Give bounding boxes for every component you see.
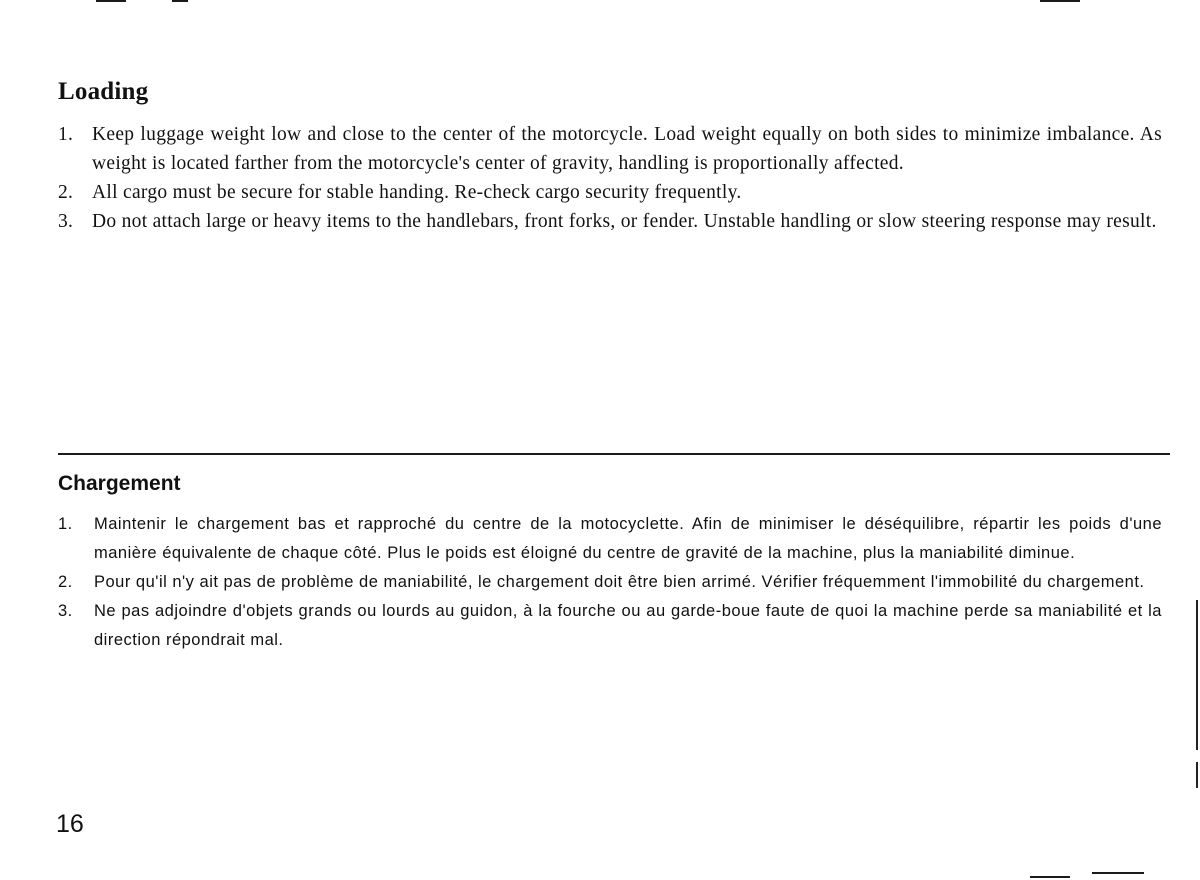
section-divider	[58, 453, 1170, 455]
item-text: All cargo must be secure for stable handing. Re-check cargo security frequently.	[92, 182, 742, 203]
page-number: 16	[56, 810, 84, 838]
french-section	[58, 472, 1162, 655]
item-number: 2.	[58, 573, 73, 591]
section-heading-english: Loading	[58, 78, 149, 105]
item-text: Do not attach large or heavy items to the handlebars, front forks, or fender. Unstable handling or slow steering response may result.	[92, 211, 1157, 232]
scan-edge-mark	[172, 0, 188, 2]
item-text: Ne pas adjoindre d'objets grands ou lourds au guidon, à la fourche ou au garde-boue faute de quoi la machine perde sa maniabilité et la direction répondrait mal.	[94, 602, 1162, 649]
scan-edge-mark	[1030, 876, 1070, 878]
item-number: 3.	[58, 211, 74, 232]
french-instruction-list	[58, 510, 1162, 655]
item-number: 1.	[58, 124, 74, 145]
item-number: 3.	[58, 602, 73, 620]
english-section	[58, 78, 1162, 236]
list-item	[58, 207, 1162, 236]
item-text: Keep luggage weight low and close to the center of the motorcycle. Load weight equally on both sides to minimize imbalance. As weight is located farther from the motorcycle's center of gravity, handling is proportionally affected.	[92, 124, 1162, 174]
scan-edge-mark	[1196, 762, 1198, 788]
list-item	[58, 178, 1162, 207]
list-item	[58, 120, 1162, 178]
item-number: 2.	[58, 182, 74, 203]
list-item	[58, 568, 1162, 597]
english-instruction-list	[58, 120, 1162, 236]
item-number: 1.	[58, 515, 73, 533]
scan-edge-mark	[96, 0, 126, 2]
scan-edge-mark	[1196, 600, 1198, 750]
scan-edge-mark	[1040, 0, 1080, 2]
list-item	[58, 510, 1162, 568]
scan-edge-mark	[1092, 872, 1144, 874]
item-text: Pour qu'il n'y ait pas de problème de maniabilité, le chargement doit être bien arrimé. Vérifier fréquemment l'immobilité du chargement.	[94, 573, 1145, 591]
item-text: Maintenir le chargement bas et rapproché du centre de la motocyclette. Afin de minimiser le déséquilibre, répartir les poids d'une manière équivalente de chaque côté. Plus le poids est éloigné du centre de gravité de la machine, plus la maniabilité diminue.	[94, 515, 1162, 562]
list-item	[58, 597, 1162, 655]
section-heading-french: Chargement	[58, 472, 181, 495]
